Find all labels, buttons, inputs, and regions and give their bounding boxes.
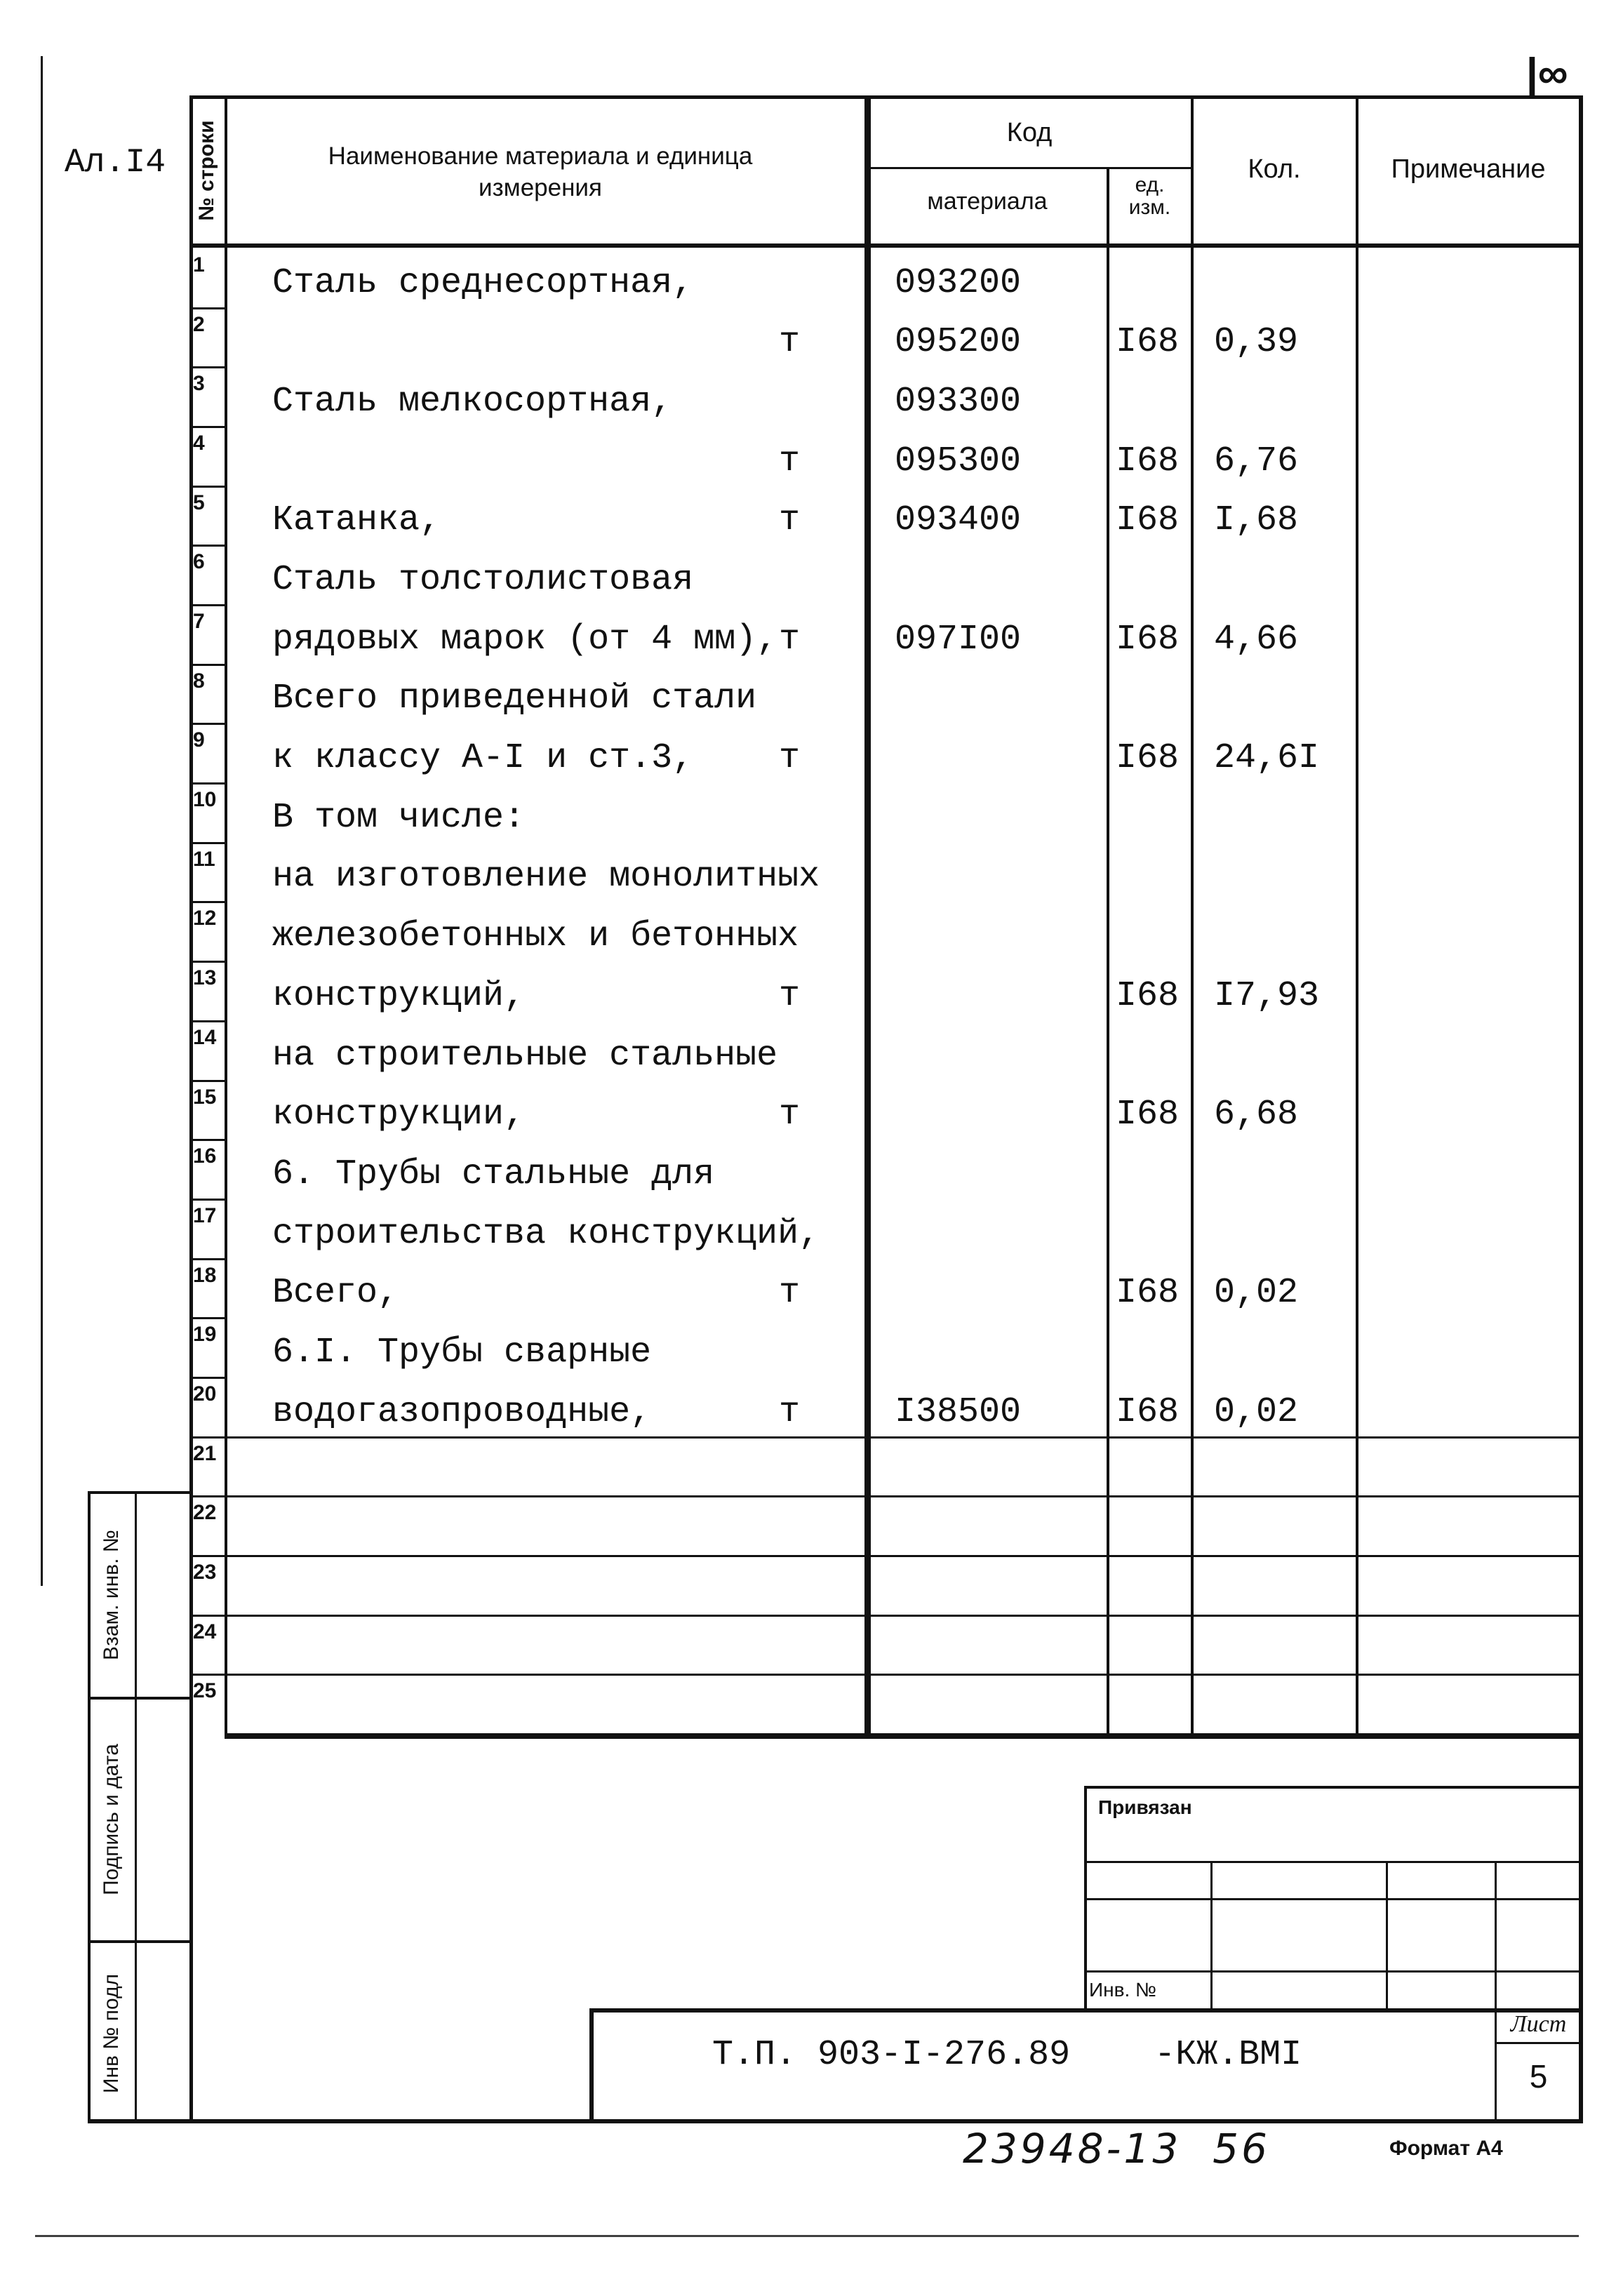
- row-number: 24: [193, 1620, 217, 1643]
- row-unit: т: [779, 976, 801, 1016]
- stamp-grid-v2: [1386, 1861, 1388, 2008]
- corner-mark: |∞: [1526, 50, 1568, 97]
- header-material: материала: [927, 188, 1048, 215]
- side-stamp-top-line: [88, 1491, 193, 1494]
- row-separator: [191, 723, 226, 725]
- row-unit: т: [779, 1273, 801, 1313]
- col-line-name: [864, 95, 871, 1737]
- row-name: рядовых марок (от 4 мм),: [272, 620, 778, 660]
- row-qty: 6,76: [1214, 441, 1299, 481]
- row-unit-code: I68: [1116, 1392, 1180, 1432]
- row-separator: [191, 664, 226, 666]
- header-note: Примечание: [1391, 154, 1546, 184]
- frame-top-line: [189, 95, 1582, 99]
- row-separator: [191, 426, 226, 428]
- row-grid-line: [226, 1436, 1580, 1439]
- row-number: 19: [193, 1323, 217, 1346]
- stamp-privyazan-top: [1084, 1786, 1579, 1789]
- row-unit-code: I68: [1116, 441, 1180, 481]
- side-label-podpis: Подпись и дата: [100, 1744, 123, 1895]
- row-number: 8: [193, 669, 205, 693]
- row-separator: [191, 782, 226, 785]
- row-qty: I,68: [1214, 500, 1299, 540]
- stamp-designation-top: [589, 2008, 1582, 2013]
- row-code: 095300: [895, 441, 1022, 481]
- row-name: 6. Трубы стальные для: [272, 1154, 715, 1194]
- row-code: 093300: [895, 382, 1022, 422]
- header-name: Наименование материала и единица измерения: [328, 142, 753, 201]
- row-number: 5: [193, 491, 205, 514]
- row-separator: [191, 1674, 226, 1676]
- col-line-qty: [1356, 95, 1358, 1737]
- row-name: В том числе:: [272, 798, 526, 838]
- row-number: 3: [193, 372, 205, 395]
- row-separator: [191, 1139, 226, 1141]
- row-name: строительства конструкций,: [272, 1214, 820, 1254]
- row-code: I38500: [895, 1392, 1022, 1432]
- row-number: 18: [193, 1264, 217, 1287]
- row-qty: 4,66: [1214, 620, 1299, 660]
- frame-left-margin-line: [41, 56, 43, 1586]
- row-number: 14: [193, 1026, 217, 1049]
- row-unit-code: I68: [1116, 1273, 1180, 1313]
- bottom-edge-rule: [35, 2235, 1579, 2237]
- row-name: на изготовление монолитных: [272, 857, 820, 897]
- row-name: на строительные стальные: [272, 1036, 778, 1076]
- row-separator: [191, 1080, 226, 1082]
- header-unit-line2: изм.: [1128, 196, 1171, 219]
- header-bottom-line: [189, 243, 1582, 248]
- row-separator: [191, 486, 226, 488]
- row-separator: [191, 307, 226, 309]
- row-unit-code: I68: [1116, 976, 1180, 1016]
- col-line-material: [1107, 168, 1109, 1737]
- stamp-grid-h3: [1084, 1970, 1579, 1973]
- row-grid-line: [226, 1674, 1580, 1676]
- row-unit: т: [779, 322, 801, 362]
- row-qty: 0,02: [1214, 1273, 1299, 1313]
- header-row-number: № строки: [195, 120, 218, 221]
- row-number: 2: [193, 313, 205, 336]
- header-qty: Кол.: [1248, 154, 1301, 184]
- handwritten-number: 23948-13 56: [963, 2125, 1270, 2172]
- row-name: Всего приведенной стали: [272, 679, 757, 719]
- table-bottom-line: [225, 1733, 1582, 1739]
- row-number: 4: [193, 432, 205, 455]
- row-name: Сталь толстолистовая: [272, 560, 694, 600]
- row-separator: [191, 1436, 226, 1439]
- frame-right-line: [1579, 95, 1583, 2123]
- side-label-inv-podl: Инв № подл: [100, 1973, 123, 2094]
- code-header-divider: [864, 167, 1193, 169]
- row-separator: [191, 842, 226, 844]
- row-number: 6: [193, 550, 205, 573]
- row-unit: т: [779, 1392, 801, 1432]
- stamp-grid-h1: [1084, 1861, 1579, 1863]
- row-name: железобетонных и бетонных: [272, 916, 799, 956]
- row-name: конструкций,: [272, 976, 526, 1016]
- row-number: 15: [193, 1086, 217, 1109]
- row-grid-line: [226, 1615, 1580, 1617]
- stamp-list-divider: [1495, 2042, 1582, 2044]
- row-unit-code: I68: [1116, 322, 1180, 362]
- frame-bottom-line: [88, 2119, 1583, 2123]
- stamp-grid-v1: [1210, 1861, 1213, 2008]
- row-number: 16: [193, 1144, 217, 1168]
- row-number: 20: [193, 1382, 217, 1406]
- row-name: водогазопроводные,: [272, 1392, 652, 1432]
- row-separator: [191, 1495, 226, 1497]
- row-unit-code: I68: [1116, 500, 1180, 540]
- row-number: 25: [193, 1679, 217, 1702]
- col-line-rownum: [225, 95, 227, 1737]
- row-unit: т: [779, 738, 801, 778]
- row-separator: [191, 1615, 226, 1617]
- row-grid-line: [226, 1495, 1580, 1497]
- row-separator: [191, 1555, 226, 1557]
- row-separator: [191, 1317, 226, 1319]
- row-code: 095200: [895, 322, 1022, 362]
- row-number: 22: [193, 1501, 217, 1524]
- row-code: 093200: [895, 263, 1022, 303]
- row-name: к классу А-I и ст.3,: [272, 738, 694, 778]
- row-number: 7: [193, 610, 205, 633]
- side-stamp-div1: [88, 1697, 189, 1700]
- side-stamp-div2: [88, 1940, 189, 1943]
- row-code: 097I00: [895, 620, 1022, 660]
- row-number: 1: [193, 253, 205, 276]
- row-separator: [191, 901, 226, 903]
- row-qty: 0,39: [1214, 322, 1299, 362]
- header-unit-line1: ед.: [1135, 173, 1165, 196]
- row-separator: [191, 1258, 226, 1260]
- row-unit-code: I68: [1116, 620, 1180, 660]
- side-stamp-left-line: [88, 1491, 91, 2123]
- row-code: 093400: [895, 500, 1022, 540]
- row-unit: т: [779, 500, 801, 540]
- row-number: 11: [193, 848, 215, 871]
- row-separator: [191, 604, 226, 606]
- header-unit: [1109, 174, 1191, 219]
- row-number: 13: [193, 966, 217, 989]
- row-name: 6.I. Трубы сварные: [272, 1333, 652, 1373]
- stamp-designation: Т.П. 903-I-276.89 -КЖ.ВМI: [712, 2035, 1302, 2075]
- side-stamp-inner-line: [135, 1491, 137, 2123]
- stamp-list-label: Лист: [1510, 2011, 1567, 2037]
- stamp-grid-v3: [1495, 1861, 1497, 2121]
- row-separator: [191, 961, 226, 963]
- stamp-inv-no-label: Инв. №: [1089, 1979, 1157, 2001]
- row-unit-code: I68: [1116, 738, 1180, 778]
- row-separator: [191, 366, 226, 368]
- stamp-list-number: 5: [1529, 2058, 1548, 2095]
- row-qty: 6,68: [1214, 1095, 1299, 1135]
- row-unit: т: [779, 1095, 801, 1135]
- header-code: Код: [1006, 118, 1053, 147]
- row-separator: [191, 1199, 226, 1201]
- row-name: Всего,: [272, 1273, 399, 1313]
- row-number: 17: [193, 1204, 217, 1227]
- row-number: 12: [193, 907, 217, 930]
- stamp-privyazan-label: Привязан: [1098, 1796, 1192, 1818]
- side-label-vzam: Взам. инв. №: [100, 1530, 123, 1660]
- row-name: Катанка,: [272, 500, 441, 540]
- col-line-unit: [1191, 95, 1194, 1737]
- sheet-label: Ал.I4: [65, 144, 166, 182]
- row-number: 21: [193, 1442, 217, 1465]
- row-separator: [191, 545, 226, 547]
- row-number: 10: [193, 788, 217, 811]
- row-unit-code: I68: [1116, 1095, 1180, 1135]
- row-name: Сталь мелкосортная,: [272, 382, 673, 422]
- row-separator: [191, 1377, 226, 1379]
- row-unit: т: [779, 620, 801, 660]
- row-qty: 24,6I: [1214, 738, 1320, 778]
- stamp-designation-left: [589, 2008, 594, 2122]
- format-label: Формат А4: [1389, 2137, 1503, 2160]
- row-unit: т: [779, 441, 801, 481]
- row-name: конструкции,: [272, 1095, 526, 1135]
- row-grid-line: [226, 1555, 1580, 1557]
- row-qty: 0,02: [1214, 1392, 1299, 1432]
- row-separator: [191, 1020, 226, 1022]
- row-qty: I7,93: [1214, 976, 1320, 1016]
- stamp-grid-h2: [1084, 1898, 1579, 1900]
- row-number: 23: [193, 1561, 217, 1584]
- row-number: 9: [193, 728, 205, 752]
- row-name: Сталь среднесортная,: [272, 263, 694, 303]
